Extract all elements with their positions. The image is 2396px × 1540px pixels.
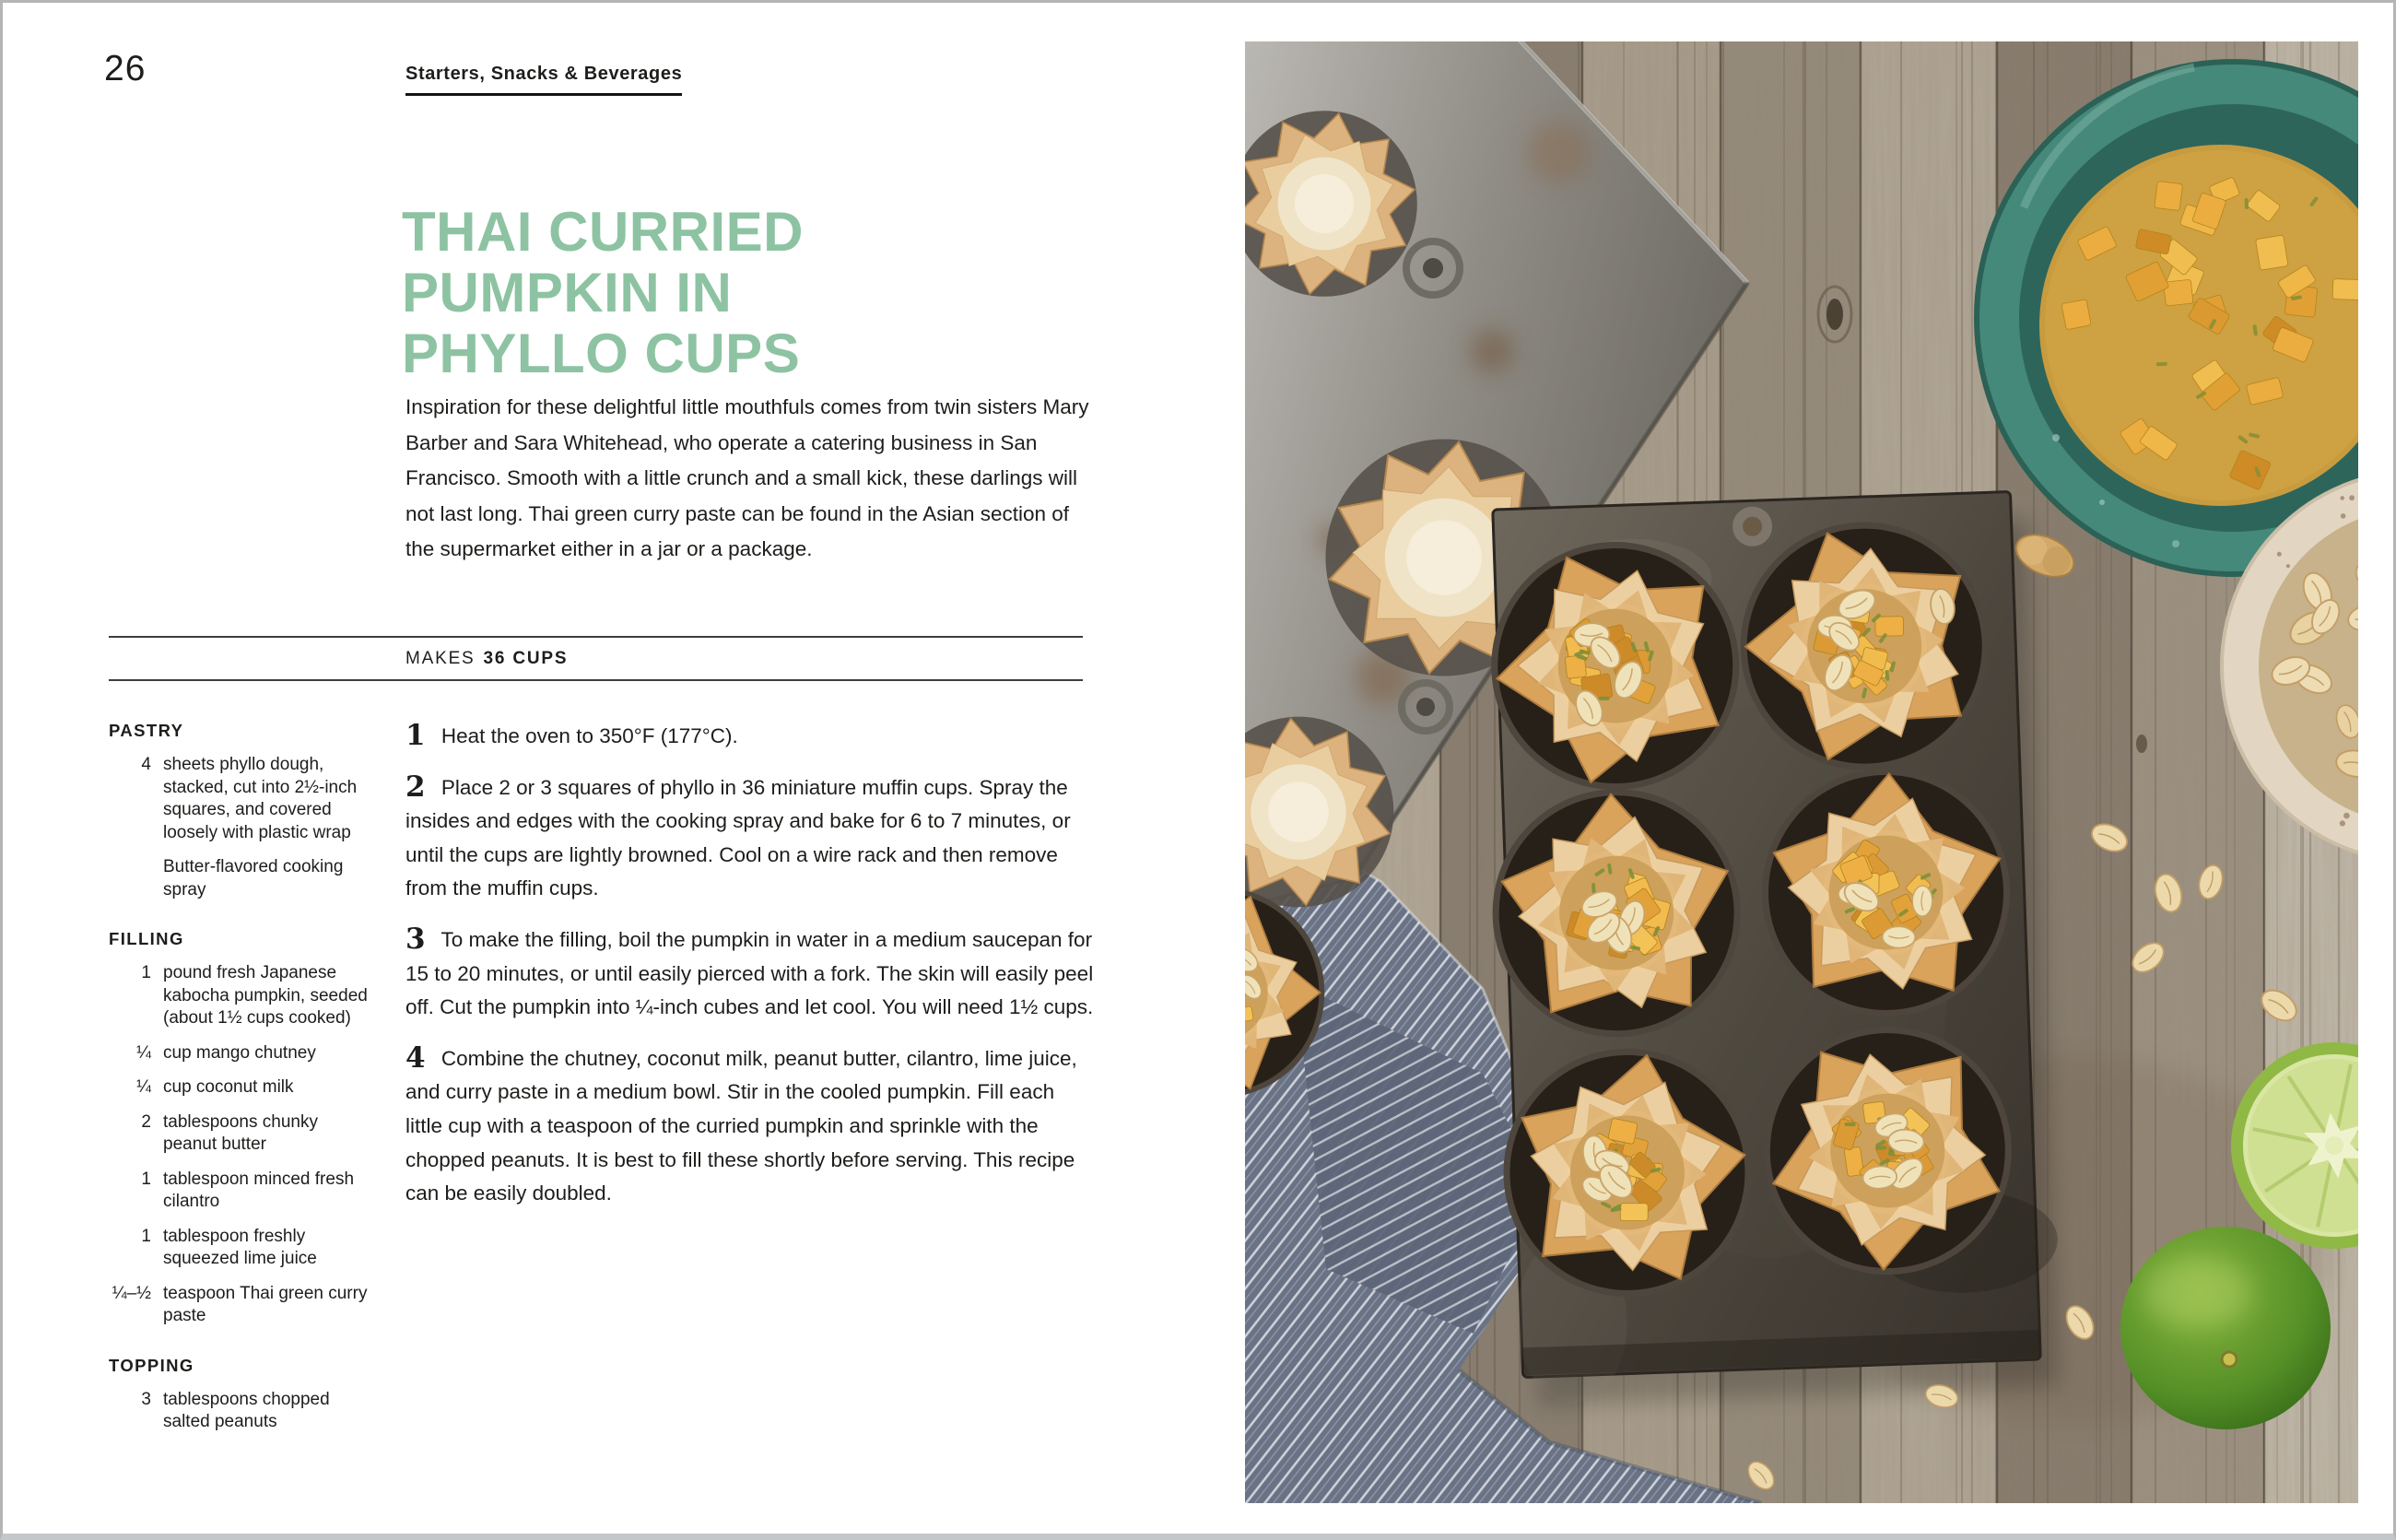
recipe-intro: Inspiration for these delightful little mouthfuls comes from twin sisters Mary Barber and Sara Whitehead, who operate a catering business in San Francisco. Smooth with a little crunch and a small kick, these darlings will not last long. Thai green curry paste can be found in the Asian section of the supermarket either in a jar or a package. — [405, 395, 1089, 561]
ingredient-text: tablespoon freshly squeezed lime juice — [163, 1226, 317, 1268]
ingredient-item — [109, 754, 378, 844]
ingredient-text: Butter-flavored cooking spray — [163, 857, 344, 899]
ingredient-text: cup mango chutney — [163, 1042, 316, 1063]
ingredient-section — [109, 929, 378, 1328]
ingredient-item — [109, 1169, 378, 1214]
recipe-title-line: PHYLLO CUPS — [402, 323, 801, 385]
ingredient-qty: 3 — [141, 1389, 151, 1409]
ingredient-section-title: FILLING — [109, 929, 184, 948]
recipe-title-line: PUMPKIN IN — [402, 262, 733, 324]
page-number: 26 — [104, 49, 147, 88]
ingredient-item — [109, 1283, 378, 1328]
ingredient-item — [109, 856, 378, 901]
recipe-step — [405, 1042, 1095, 1211]
ingredient-qty: 2 — [141, 1111, 151, 1132]
step-number: 2 — [405, 770, 426, 804]
ingredient-text: pound fresh Japanese kabocha pumpkin, seeded (about 1½ cups cooked) — [163, 963, 368, 1028]
ingredient-qty: 1 — [141, 963, 151, 982]
yield-label: MAKES — [405, 648, 476, 668]
ingredient-text: cup coconut milk — [163, 1077, 294, 1097]
ingredient-item — [109, 1389, 378, 1434]
lime-whole — [2120, 1227, 2331, 1429]
step-text: Heat the oven to 350°F (177°C). — [440, 724, 738, 747]
ingredient-section-title: PASTRY — [109, 721, 184, 740]
ingredient-text: tablespoons chopped salted peanuts — [163, 1389, 330, 1431]
tray-handle-hole — [1737, 511, 1768, 542]
yield-band — [109, 636, 1083, 681]
ingredient-qty: 4 — [141, 755, 151, 774]
ingredients — [109, 721, 378, 1462]
yield-value: 36 CUPS — [483, 648, 569, 668]
ingredient-qty: ¼–½ — [112, 1283, 151, 1303]
ingredient-section-title: TOPPING — [109, 1355, 194, 1375]
muffin-tray — [1449, 470, 2073, 1406]
running-head: Starters, Snacks & Beverages — [405, 64, 682, 96]
recipe-step — [405, 923, 1095, 1025]
ingredient-qty: 1 — [141, 1226, 151, 1246]
ingredient-item — [109, 1042, 378, 1065]
ingredient-section — [109, 721, 378, 901]
step-text: To make the filling, boil the pumpkin in water in a medium saucepan for 15 to 20 minutes, or until easily pierced with a fork. The skin will easily peel off. Cut the pumpkin into ¼-inch cubes and let cool. You will need 1½ cups. — [405, 927, 1094, 1019]
ingredient-qty: ¼ — [136, 1042, 151, 1063]
ingredient-qty: ¼ — [136, 1077, 151, 1097]
filled-phyllo-cup — [1490, 541, 1740, 791]
recipe-photo — [1245, 41, 2358, 1503]
ingredient-text: tablespoons chunky peanut butter — [163, 1111, 318, 1154]
ingredient-item — [109, 1076, 378, 1099]
ingredient-item — [109, 962, 378, 1030]
ingredient-text: tablespoon minced fresh cilantro — [163, 1169, 355, 1211]
recipe-title-line: THAI CURRIED — [402, 201, 804, 264]
recipe-title — [402, 202, 804, 384]
step-text: Combine the chutney, coconut milk, peanut butter, cilantro, lime juice, and curry paste in a medium bowl. Stir in the cooled pumpkin. Fill each little cup with a teaspoon of the curried pumpkin and sprinkle with the chopped peanuts. It is best to fill these shortly before serving. This recipe can be easily doubled. — [405, 1046, 1077, 1205]
steps — [405, 720, 1095, 1228]
wood-knot — [1826, 299, 1843, 330]
step-number: 1 — [405, 719, 426, 752]
recipe-step — [405, 720, 1095, 754]
ingredient-item — [109, 1111, 378, 1157]
ingredient-text: sheets phyllo dough, stacked, cut into 2½-inch squares, and covered loosely with plastic wrap — [163, 755, 358, 842]
step-text: Place 2 or 3 squares of phyllo in 36 miniature muffin cups. Spray the insides and edges with the cooking spray and bake for 6 to 7 minutes, or until the cups are lightly browned. Cool on a wire rack and then remove from the muffin cups. — [405, 775, 1071, 900]
ingredient-qty: 1 — [141, 1169, 151, 1189]
ingredient-text: teaspoon Thai green curry paste — [163, 1283, 368, 1325]
ingredient-qty — [109, 856, 151, 901]
step-number: 3 — [405, 922, 426, 956]
recipe-step — [405, 771, 1095, 906]
step-number: 4 — [405, 1040, 426, 1075]
ingredient-section — [109, 1356, 378, 1434]
ingredient-item — [109, 1226, 378, 1271]
lime-blossom-end — [2222, 1352, 2237, 1367]
